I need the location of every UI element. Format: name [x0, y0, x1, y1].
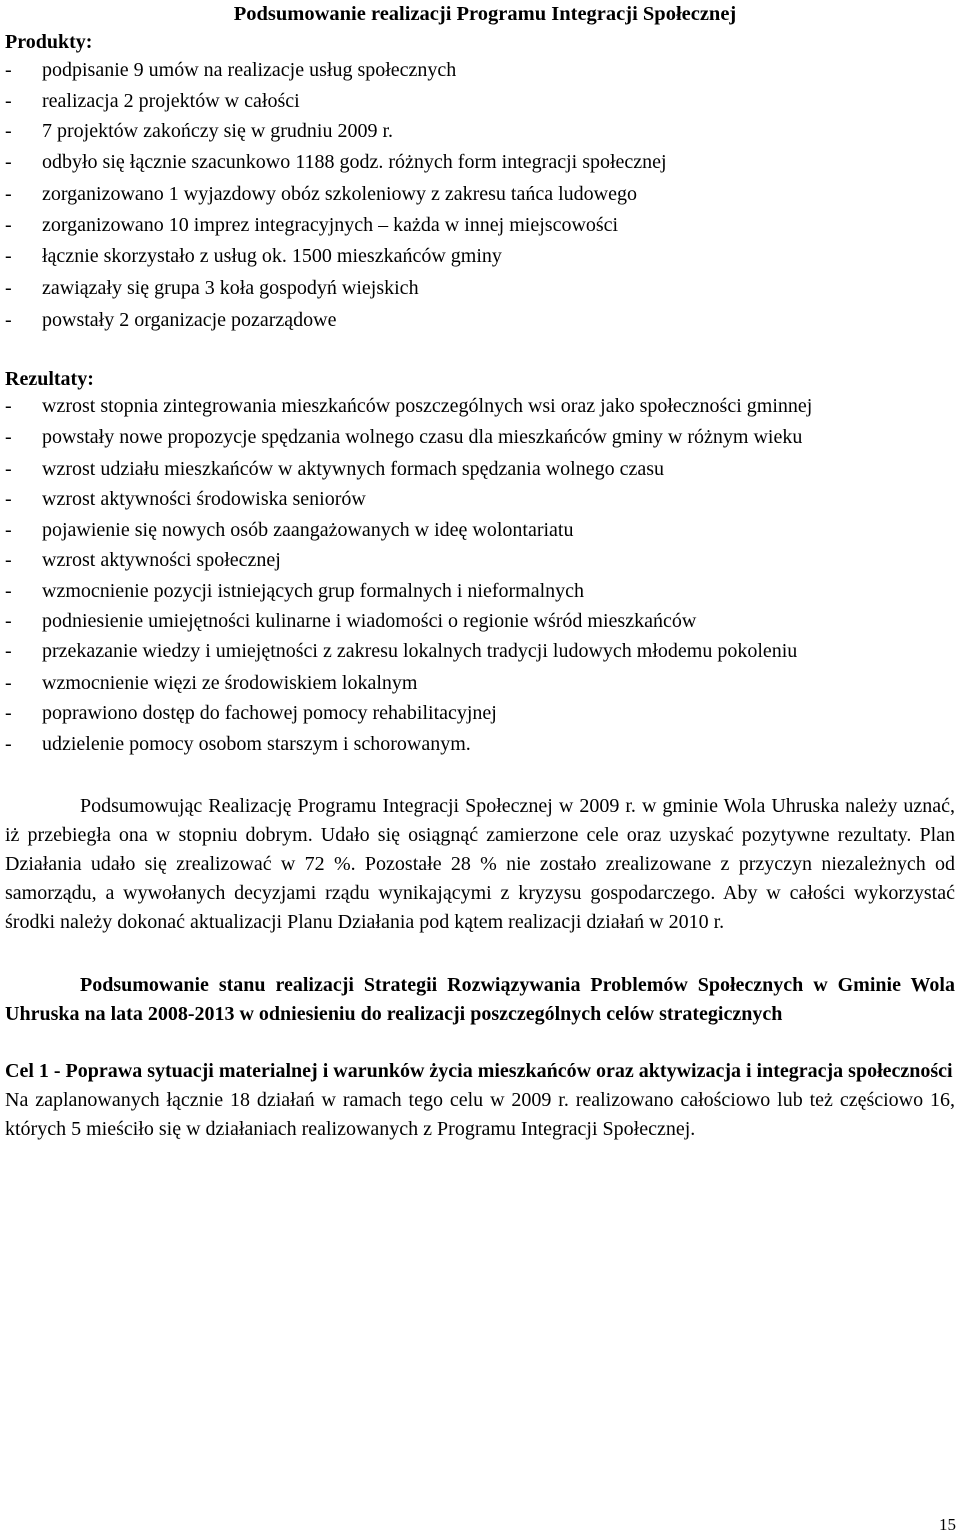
list-item: - powstały nowe propozycje spędzania wolnego czasu dla mieszkańców gminy w różnym wieku [5, 423, 955, 454]
summary-paragraph: Podsumowując Realizację Programu Integracji Społecznej w 2009 r. w gminie Wola Uhruska należy uznać, iż przebiegła ona w stopniu dobrym. Udało się osiągnąć zamierzone cele oraz uzyskać pozytywne rezultaty. Plan Działania udało się zrealizować w 72 %. Pozostałe 28 % nie zostało zrealizowane z przyczyn niezależnych od samorządu, a wywołanych decyzjami rządu wynikającymi z kryzysu gospodarczego. Aby w całości wykorzystać środki należy dokonać aktualizacji Planu Działania pod kątem realizacji działań w 2010 r. [5, 795, 955, 934]
list-item: - wzrost aktywności środowiska seniorów [5, 484, 955, 515]
cel1-heading: Cel 1 - Poprawa sytuacji materialnej i warunków życia mieszkańców oraz aktywizacja i integracja społeczności [5, 1060, 953, 1083]
produkty-label: Produkty: [5, 31, 93, 53]
cel1-text: Na zaplanowanych łącznie 18 działań w ramach tego celu w 2009 r. realizowano całościowo lub też częściowo 16, których 5 mieściło się w działaniach realizowanych z Programu Integracji Społecznej. [5, 1089, 955, 1141]
list-item: - 7 projektów zakończy się w grudniu 2009 r. [5, 116, 955, 146]
rezultaty-list [5, 392, 955, 760]
list-item: - wzmocnienie więzi ze środowiskiem lokalnym [5, 668, 955, 699]
list-item: - zorganizowano 10 imprez integracyjnych – każda w innej miejscowości [5, 209, 955, 241]
list-item: - podpisanie 9 umów na realizacje usług społecznych [5, 55, 955, 86]
document-page [5, 0, 955, 1144]
page-number: 15 [939, 1515, 956, 1534]
list-item: - wzrost stopnia zintegrowania mieszkańców poszczególnych wsi oraz jako społeczności gminnej [5, 392, 955, 423]
list-item: - zawiązały się grupa 3 koła gospodyń wiejskich [5, 272, 955, 304]
list-item: - wzrost udziału mieszkańców w aktywnych formach spędzania wolnego czasu [5, 454, 955, 485]
produkty-list [5, 55, 955, 336]
page-title: Podsumowanie realizacji Programu Integracji Społecznej [233, 3, 737, 25]
list-item: - poprawiono dostęp do fachowej pomocy rehabilitacyjnej [5, 698, 955, 729]
list-item: - przekazanie wiedzy i umiejętności z zakresu lokalnych tradycji ludowych młodemu pokoleniu [5, 637, 955, 668]
list-item: - powstały 2 organizacje pozarządowe [5, 304, 955, 336]
list-item: - zorganizowano 1 wyjazdowy obóz szkoleniowy z zakresu tańca ludowego [5, 179, 955, 209]
rezultaty-label: Rezultaty: [5, 367, 94, 390]
list-item: - podniesienie umiejętności kulinarne i wiadomości o regionie wśród mieszkańców [5, 606, 955, 637]
list-item: - udzielenie pomocy osobom starszym i schorowanym. [5, 729, 955, 760]
strategy-heading: Podsumowanie stanu realizacji Strategii Rozwiązywania Problemów Społecznych w Gminie Wola Uhruska na lata 2008-2013 w odniesieniu do realizacji poszczególnych celów strategicznych [5, 974, 955, 1026]
list-item: - pojawienie się nowych osób zaangażowanych w ideę wolontariatu [5, 515, 955, 546]
list-item: - odbyło się łącznie szacunkowo 1188 godz. różnych form integracji społecznej [5, 146, 955, 179]
list-item: - łącznie skorzystało z usług ok. 1500 mieszkańców gminy [5, 241, 955, 272]
list-item: - wzrost aktywności społecznej [5, 545, 955, 576]
list-item: - realizacja 2 projektów w całości [5, 86, 955, 116]
list-item: - wzmocnienie pozycji istniejących grup formalnych i nieformalnych [5, 576, 955, 607]
